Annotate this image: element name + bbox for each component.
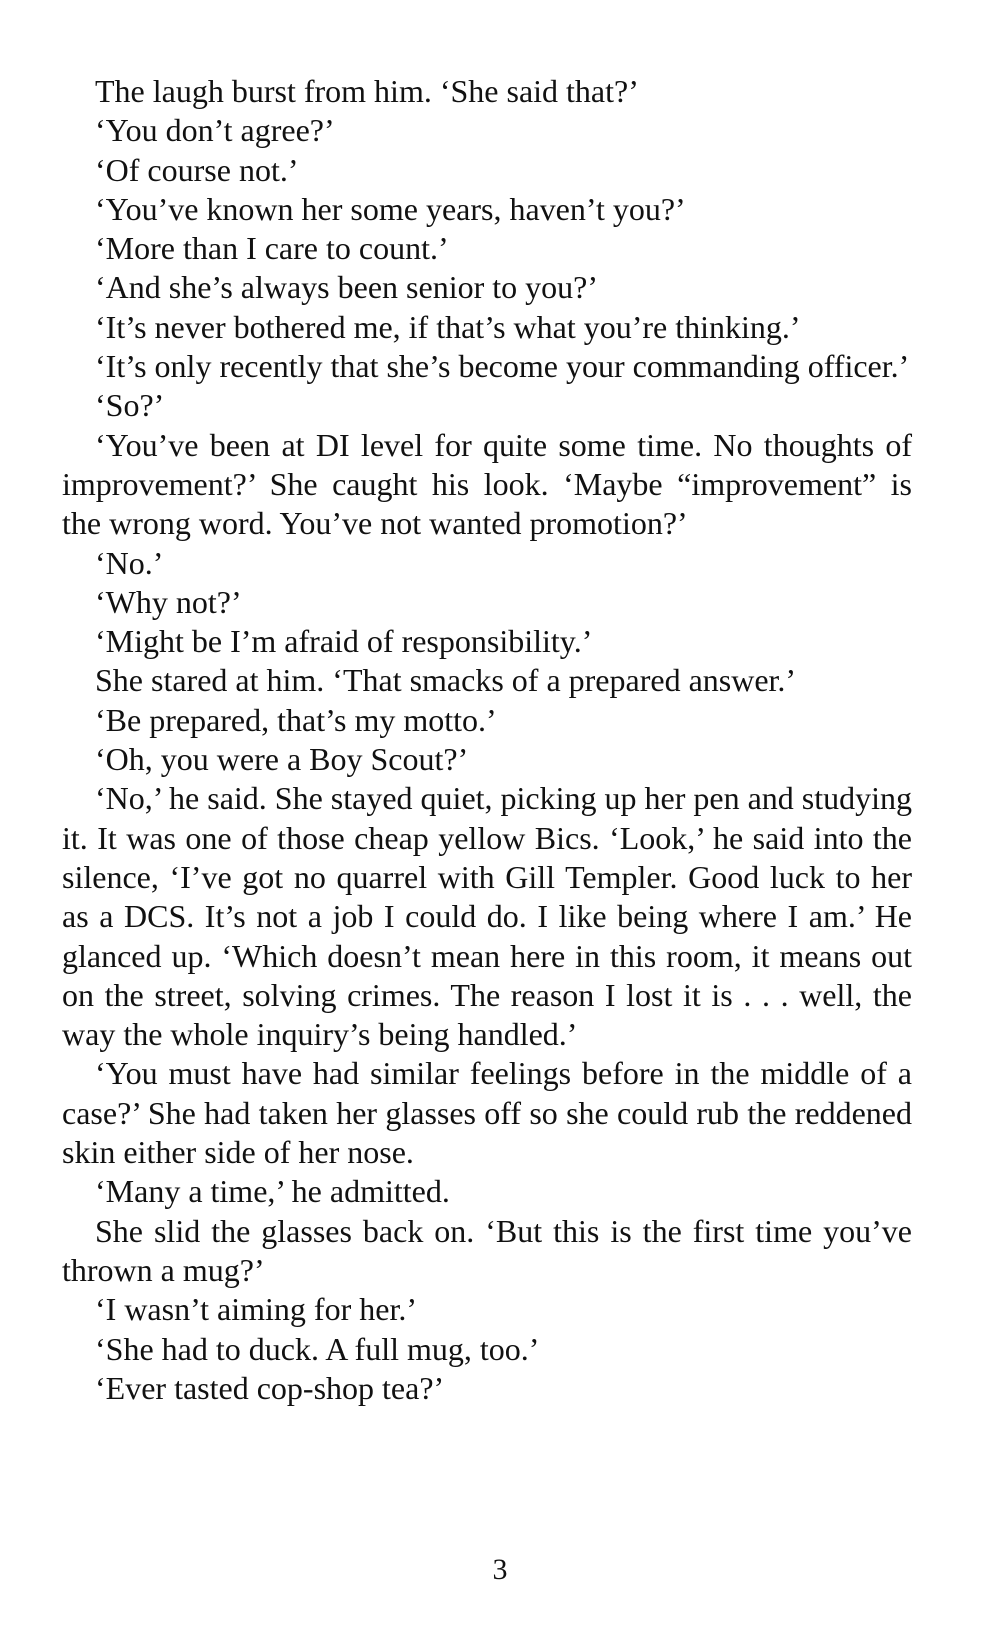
paragraph: She slid the glasses back on. ‘But this is the first time you’ve thrown a mug?’	[62, 1212, 912, 1288]
paragraph: ‘It’s never bothered me, if that’s what you’re thinking.’	[95, 308, 801, 345]
paragraph: ‘Be prepared, that’s my motto.’	[95, 701, 497, 738]
page-number: 3	[492, 1553, 508, 1586]
paragraph: The laugh burst from him. ‘She said that?’	[95, 73, 639, 109]
paragraph: She stared at him. ‘That smacks of a prepared answer.’	[95, 662, 797, 699]
book-page-text	[62, 72, 912, 1408]
paragraph: ‘No.’	[95, 544, 164, 581]
paragraph: ‘You’ve been at DI level for quite some time. No thoughts of improvement?’ She caught his look. ‘Maybe “improvement” is the wrong word. You’ve not wanted promotion?’	[62, 426, 912, 542]
paragraph: ‘Oh, you were a Boy Scout?’	[95, 741, 469, 778]
paragraph: ‘So?’	[95, 387, 165, 424]
paragraph: ‘You must have had similar feelings before in the middle of a case?’ She had taken her glasses off so she could rub the reddened skin either side of her nose.	[62, 1055, 912, 1171]
paragraph: ‘You don’t agree?’	[95, 112, 335, 149]
paragraph: ‘No,’ he said. She stayed quiet, picking up her pen and studying it. It was one of those cheap yellow Bics. ‘Look,’ he said into the silence, ‘I’ve got no quarrel with Gill Templer. Good luck to her as a DCS. It’s not a job I could do. I like being where I am.’ He glanced up. ‘Which doesn’t mean here in this room, it means out on the street, solving crimes. The reason I lost it is . . . well, the way the whole inquiry’s being handled.’	[62, 780, 913, 1053]
paragraph: ‘Why not?’	[95, 583, 242, 620]
paragraph: ‘She had to duck. A full mug, too.’	[95, 1330, 540, 1367]
paragraph: ‘It’s only recently that she’s become your commanding officer.’	[95, 348, 910, 385]
paragraph: ‘Ever tasted cop-shop tea?’	[95, 1369, 445, 1406]
paragraph: ‘Might be I’m afraid of responsibility.’	[95, 623, 593, 660]
paragraph: ‘And she’s always been senior to you?’	[95, 269, 598, 306]
paragraph: ‘I wasn’t aiming for her.’	[95, 1291, 417, 1328]
paragraph: ‘You’ve known her some years, haven’t you?’	[95, 190, 686, 227]
paragraph: ‘Of course not.’	[95, 151, 299, 188]
paragraph: ‘Many a time,’ he admitted.	[95, 1173, 450, 1210]
paragraph: ‘More than I care to count.’	[95, 230, 449, 267]
